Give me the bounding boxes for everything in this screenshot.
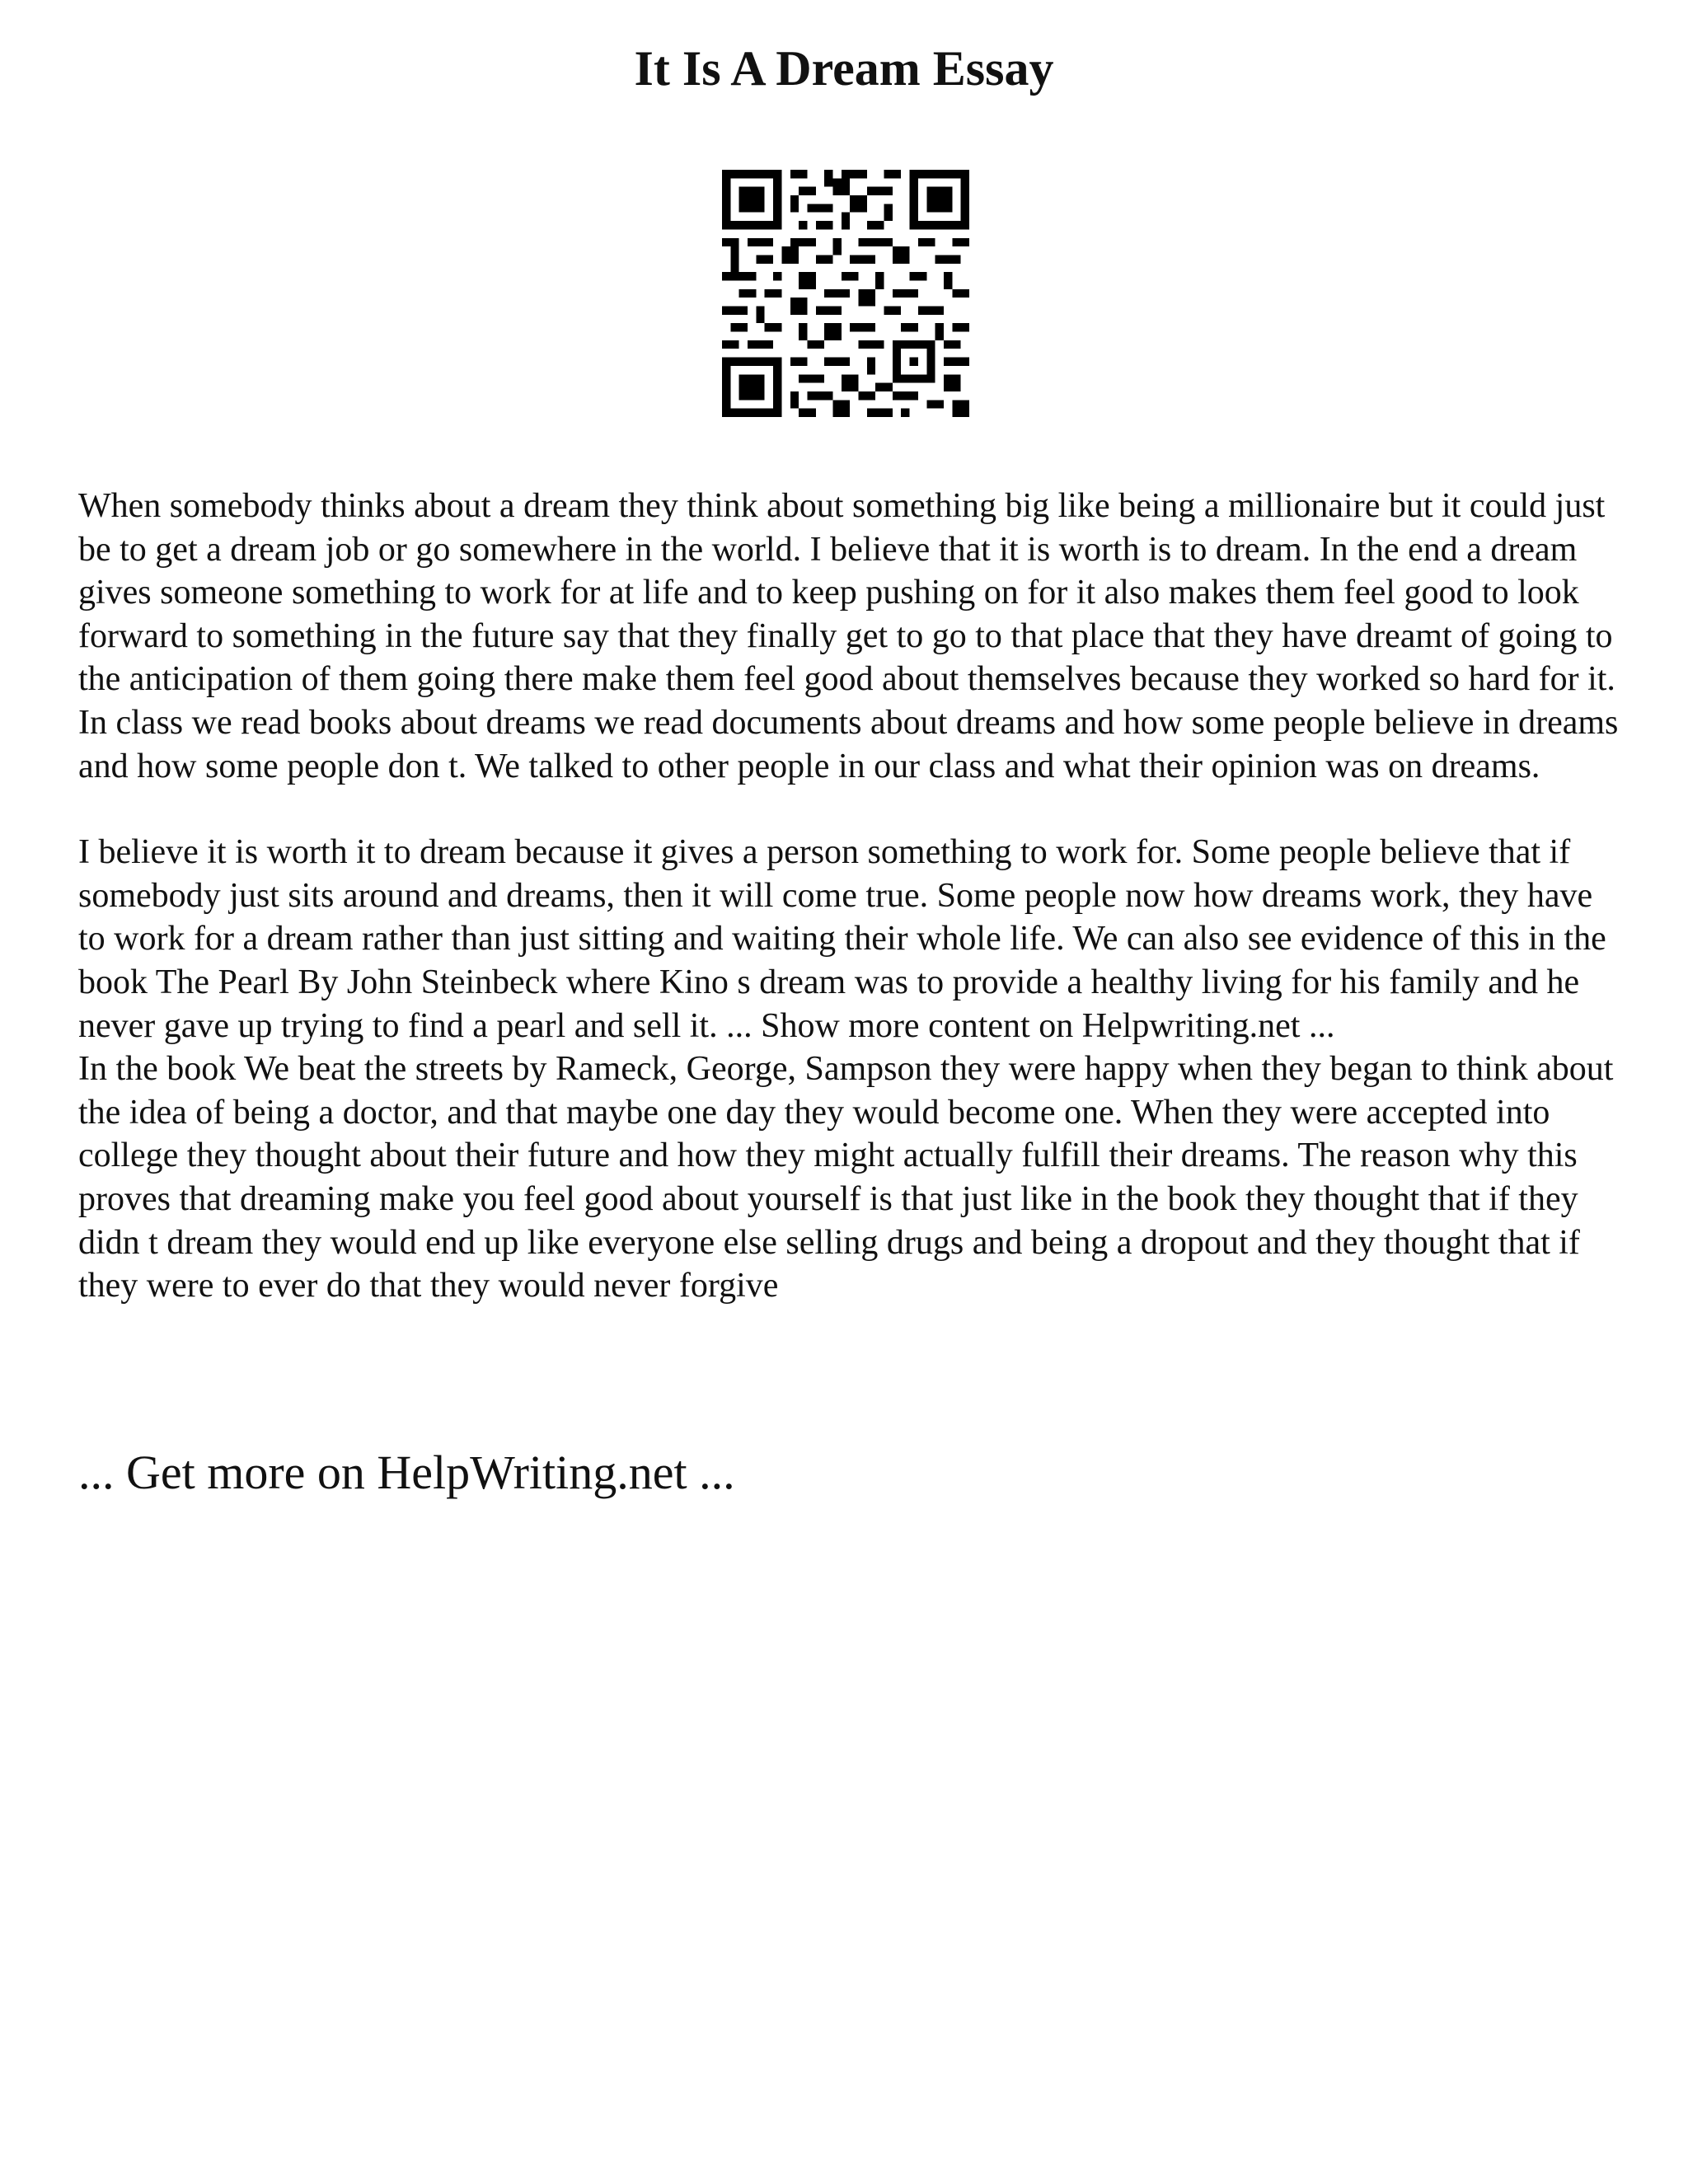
- paragraph-3: In the book We beat the streets by Rameck, George, Sampson they were happy when they began to think about the idea of being a doctor, and that maybe one day they would become one. When they were accepted into college they thought about their future and how they might actually fulfill their dreams. The reason why this proves that dreaming make you feel good about yourself is that just like in the book they thought that if they didn t dream they would end up like everyone else selling drugs and being a dropout and they thought that if they were to ever do that they would never forgive: [78, 1050, 1614, 1305]
- essay-body: [78, 485, 1628, 1308]
- get-more-link[interactable]: ... Get more on HelpWriting.net ...: [78, 1446, 735, 1499]
- qr-code-icon: [722, 170, 969, 417]
- paragraph-1: When somebody thinks about a dream they think about something big like being a millionaire but it could just be to get a dream job or go somewhere in the world. I believe that it is worth is to dream. In the end a dream gives someone something to work for at life and to keep pushing on for it also makes them feel good to look forward to something in the future say that they finally get to go to that place that they have dreamt of going to the anticipation of them going there make them feel good about themselves because they worked so hard for it. In class we read books about dreams we read documents about dreams and how some people believe in dreams and how some people don t. We talked to other people in our class and what their opinion was on dreams.: [78, 487, 1619, 785]
- document-title: It Is A Dream Essay: [634, 41, 1054, 96]
- paragraph-2: I believe it is worth it to dream because it gives a person something to work for. Some people believe that if somebody just sits around and dreams, then it will come true. Some people now how dreams work, they have to work for a dream rather than just sitting and waiting their whole life. We can also see evidence of this in the book The Pearl By John Steinbeck where Kino s dream was to provide a healthy living for his family and he never gave up trying to find a pearl and sell it. ... Show more content on Helpwriting.net ...: [78, 833, 1606, 1045]
